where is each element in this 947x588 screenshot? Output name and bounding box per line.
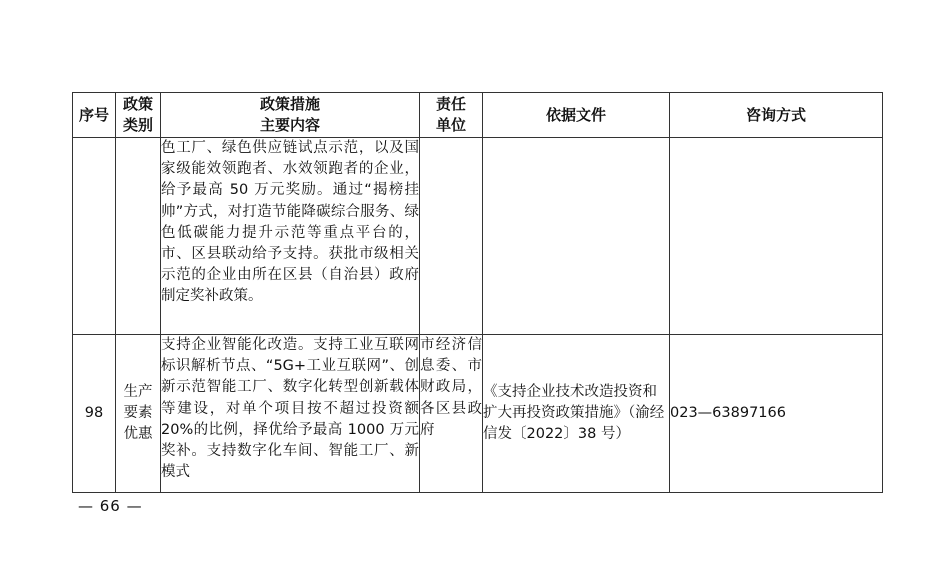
cell-unit xyxy=(420,138,483,335)
cell-main-content: 色工厂、绿色供应链试点示范，以及国家级能效领跑者、水效领跑者的企业，给予最高 50 万元奖励。通过“揭榜挂帅”方式，对打造节能降碳综合服务、绿色低碳能力提升示范等重点平台的，市、区县联动给予支持。获批市级相关示范的企业由所在区县（自治县）政府制定奖补政策。 xyxy=(161,138,420,335)
cell-main-content: 支持企业智能化改造。支持工业互联网标识解析节点、“5G+工业互联网”、创新示范智能工厂、数字化转型创新载体等建设，对单个项目按不超过投资额 20%的比例，择优给予最高 1000 万元奖补。支持数字化车间、智能工厂、新模式 xyxy=(161,335,420,493)
header-contact-label: 咨询方式 xyxy=(745,105,806,124)
page-number: — 66 — xyxy=(78,497,143,515)
cell-seq: 98 xyxy=(73,335,116,493)
policy-table xyxy=(72,92,883,493)
header-category xyxy=(116,93,161,138)
cell-category xyxy=(116,335,161,493)
cell-contact: 023—63897166 xyxy=(670,335,883,493)
header-contact xyxy=(670,93,883,138)
cell-category-text: 生产 要素 优惠 xyxy=(123,383,153,443)
header-unit-label: 责任 单位 xyxy=(435,95,466,134)
header-category-label: 政策 类别 xyxy=(122,95,153,134)
table-row xyxy=(73,138,883,335)
header-document-label: 依据文件 xyxy=(545,105,606,124)
cell-unit: 市经济信息委、市财政局，各区县政府 xyxy=(420,335,483,493)
header-main-content xyxy=(161,93,420,138)
table-row xyxy=(73,335,883,493)
header-seq xyxy=(73,93,116,138)
cell-document: 《支持企业技术改造投资和扩大再投资政策措施》（渝经信发〔2022〕38 号） xyxy=(483,335,670,493)
header-document xyxy=(483,93,670,138)
cell-category xyxy=(116,138,161,335)
header-seq-label: 序号 xyxy=(78,105,109,124)
header-unit xyxy=(420,93,483,138)
header-main-content-label: 政策措施 主要内容 xyxy=(259,95,320,134)
table-header-row xyxy=(73,93,883,138)
cell-seq xyxy=(73,138,116,335)
cell-contact xyxy=(670,138,883,335)
cell-document xyxy=(483,138,670,335)
